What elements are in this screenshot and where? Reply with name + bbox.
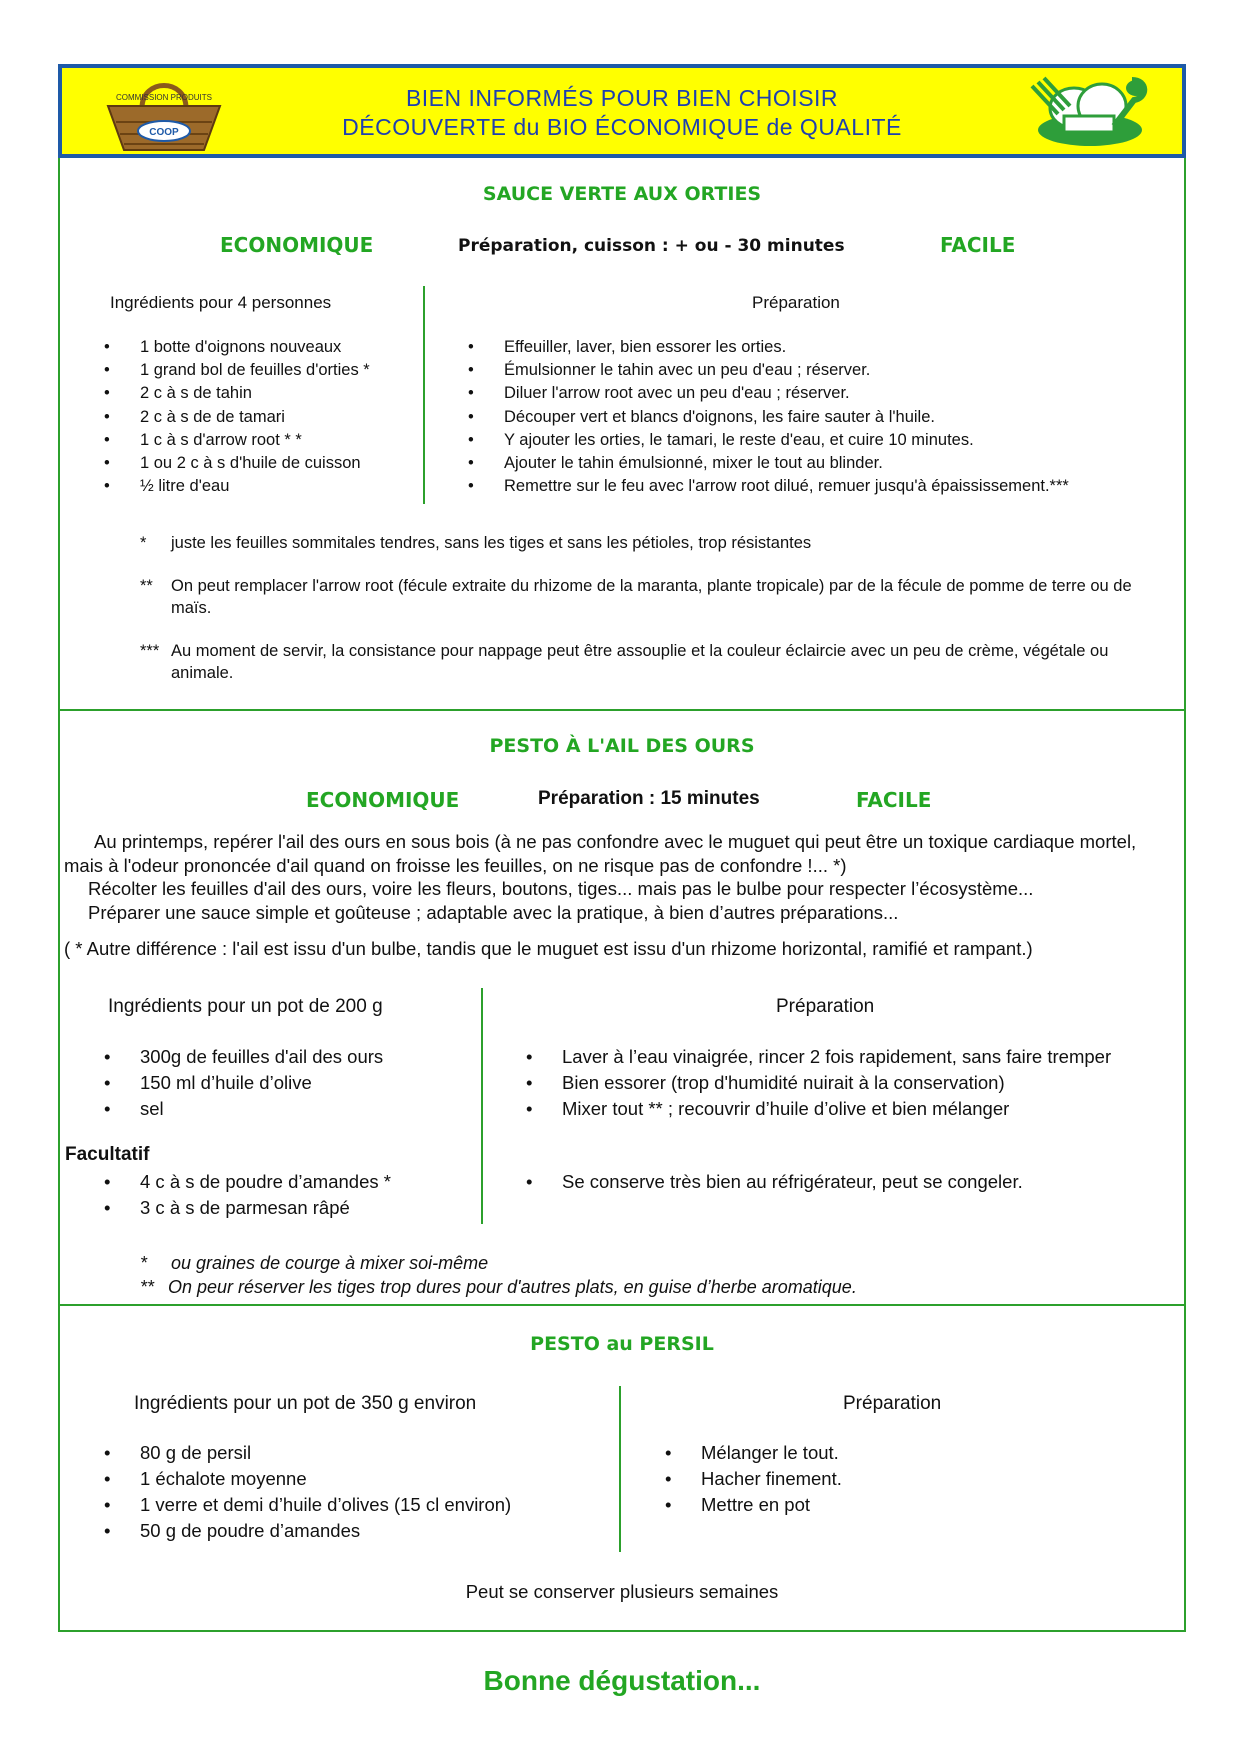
recipe3-ingredients-heading: Ingrédients pour un pot de 350 g environ (134, 1393, 477, 1414)
recipe3-storage-footer: Peut se conserver plusieurs semaines (465, 1581, 779, 1602)
recipe2-step-list (526, 1044, 1126, 1122)
recipe2-title: PESTO À L'AIL DES OURS (489, 735, 755, 757)
recipe2-intro-paragraph-3: Préparer une sauce simple et goûteuse ; adaptable avec la pratique, à bien d’autres préparations... (88, 902, 899, 923)
section-divider (58, 1304, 1186, 1306)
recipe1-step-list (468, 336, 1168, 498)
footnote-text: On peur réserver les tiges trop dures pour d'autres plats, en guise d’herbe aromatique. (168, 1277, 857, 1297)
list-item: • 4 c à s de poudre d’amandes * (104, 1169, 474, 1195)
recipe2-footnote-2 (140, 1276, 1180, 1298)
recipe2-prep-time: Préparation : 15 minutes (538, 788, 760, 809)
recipe1-footnote-1 (140, 532, 1170, 554)
recipe1-title: SAUCE VERTE AUX ORTIES (482, 183, 762, 205)
recipe3-step-list (665, 1440, 1145, 1518)
recipe1-tag-economique: ECONOMIQUE (220, 233, 374, 257)
list-item: • 1 botte d'oignons nouveaux (104, 336, 416, 359)
footnote-text: Au moment de servir, la consistance pour nappage peut être assouplie et la couleur éclaircie avec un peu de crème, végétale ou animale. (171, 642, 1109, 682)
recipe1-footnote-2 (140, 575, 1170, 619)
list-item: • Y ajouter les orties, le tamari, le reste d'eau, et cuire 10 minutes. (468, 429, 1168, 452)
closing-message: Bonne dégustation... (483, 1665, 761, 1696)
recipe1-ingredients-heading: Ingrédients pour 4 personnes (110, 293, 332, 312)
recipe1-preparation-heading: Préparation (752, 293, 840, 312)
list-item: • Se conserve très bien au réfrigérateur, peut se congeler. (526, 1169, 1166, 1195)
footnote-marker: ** (140, 577, 153, 595)
recipe2-optional-list (104, 1169, 474, 1221)
list-item: • Émulsionner le tahin avec un peu d'eau ; réserver. (468, 359, 1168, 382)
footnote-marker: *** (140, 642, 160, 660)
list-item: • Mettre en pot (665, 1492, 1145, 1518)
list-item: • 1 verre et demi d’huile d’olives (15 cl environ) (104, 1492, 614, 1518)
list-item: • Mixer tout ** ; recouvrir d’huile d’olive et bien mélanger (526, 1096, 1126, 1122)
list-item: • ½ litre d'eau (104, 475, 416, 498)
footnote-text: ou graines de courge à mixer soi-même (171, 1253, 489, 1273)
recipe1-ingredient-list (104, 336, 416, 498)
logo-coop-label: COOP (149, 127, 179, 138)
recipe2-ingredient-list (104, 1044, 474, 1122)
banner-heading (62, 84, 1182, 142)
footnote-text: juste les feuilles sommitales tendres, sans les tiges et sans les pétioles, trop résistantes (171, 534, 812, 552)
recipe2-storage-note (526, 1169, 1166, 1195)
section-divider (58, 709, 1186, 711)
recipe1-prep-time: Préparation, cuisson : + ou - 30 minutes (458, 236, 845, 256)
list-item: • 1 échalote moyenne (104, 1466, 614, 1492)
recipe1-tag-facile: FACILE (940, 233, 1016, 257)
recipe3-preparation-heading: Préparation (843, 1393, 942, 1414)
recipe2-ingredients-heading: Ingrédients pour un pot de 200 g (108, 996, 383, 1017)
list-item: • 1 grand bol de feuilles d'orties * (104, 359, 416, 382)
footnote-marker: * (140, 534, 147, 552)
list-item: • Diluer l'arrow root avec un peu d'eau ; réserver. (468, 382, 1168, 405)
recipe2-column-divider (481, 988, 483, 1224)
logo-caption: COMMISSION PRODUITS (115, 93, 213, 102)
recipe2-footnote-1 (140, 1252, 1170, 1274)
list-item: • Mélanger le tout. (665, 1440, 1145, 1466)
list-item: • 1 c à s d'arrow root * * (104, 429, 416, 452)
recipe2-intro-paragraph-1: Au printemps, repérer l'ail des ours en sous bois (à ne pas confondre avec le muguet qui peut être un toxique cardiaque mortel, mais à l'odeur prononcée d'ail quand on froisse les feuilles, on ne risque pas de confondre !... *) (64, 831, 1137, 876)
list-item: • Hacher finement. (665, 1466, 1145, 1492)
banner-line-2: DÉCOUVERTE du BIO ÉCONOMIQUE de QUALITÉ (342, 114, 902, 140)
list-item: • 150 ml d’huile d’olive (104, 1070, 474, 1096)
list-item: • Découper vert et blancs d'oignons, les faire sauter à l'huile. (468, 406, 1168, 429)
list-item: • 80 g de persil (104, 1440, 614, 1466)
list-item: • sel (104, 1096, 474, 1122)
recipe2-aside-note: ( * Autre différence : l'ail est issu d'un bulbe, tandis que le muguet est issu d'un rhizome horizontal, ramifié et rampant.) (64, 938, 1033, 959)
list-item: • 300g de feuilles d'ail des ours (104, 1044, 474, 1070)
recipe2-tag-facile: FACILE (856, 788, 932, 812)
recipe1-footnote-3 (140, 640, 1170, 684)
list-item: • 2 c à s de tahin (104, 382, 416, 405)
chef-hat-cutlery-logo (1024, 76, 1154, 157)
header-banner (58, 64, 1186, 158)
recipe3-column-divider (619, 1386, 621, 1552)
list-item: • Laver à l’eau vinaigrée, rincer 2 fois rapidement, sans faire tremper (526, 1044, 1126, 1070)
banner-line-1: BIEN INFORMÉS POUR BIEN CHOISIR (405, 85, 839, 111)
recipe2-preparation-heading: Préparation (776, 996, 875, 1017)
footnote-marker: ** (140, 1277, 155, 1297)
footnote-text: On peut remplacer l'arrow root (fécule extraite du rhizome de la maranta, plante tropicale) par de la fécule de pomme de terre ou de maïs. (171, 577, 1132, 617)
recipe3-title: PESTO au PERSIL (530, 1333, 714, 1355)
footnote-marker: * (140, 1253, 148, 1273)
recipe3-ingredient-list (104, 1440, 614, 1544)
list-item: • 50 g de poudre d’amandes (104, 1518, 614, 1544)
list-item: • 1 ou 2 c à s d'huile de cuisson (104, 452, 416, 475)
list-item: • Remettre sur le feu avec l'arrow root dilué, remuer jusqu'à épaississement.*** (468, 475, 1168, 498)
list-item: • 3 c à s de parmesan râpé (104, 1195, 474, 1221)
recipe2-optional-heading: Facultatif (65, 1144, 150, 1165)
recipe2-tag-economique: ECONOMIQUE (306, 788, 460, 812)
list-item: • Effeuiller, laver, bien essorer les orties. (468, 336, 1168, 359)
list-item: • Bien essorer (trop d'humidité nuirait à la conservation) (526, 1070, 1126, 1096)
recipe1-column-divider (423, 286, 425, 504)
list-item: • 2 c à s de de tamari (104, 406, 416, 429)
recipe2-intro-paragraph-2: Récolter les feuilles d'ail des ours, voire les fleurs, boutons, tiges... mais pas le bulbe pour respecter l’écosystème... (88, 878, 1034, 899)
list-item: • Ajouter le tahin émulsionné, mixer le tout au blinder. (468, 452, 1168, 475)
